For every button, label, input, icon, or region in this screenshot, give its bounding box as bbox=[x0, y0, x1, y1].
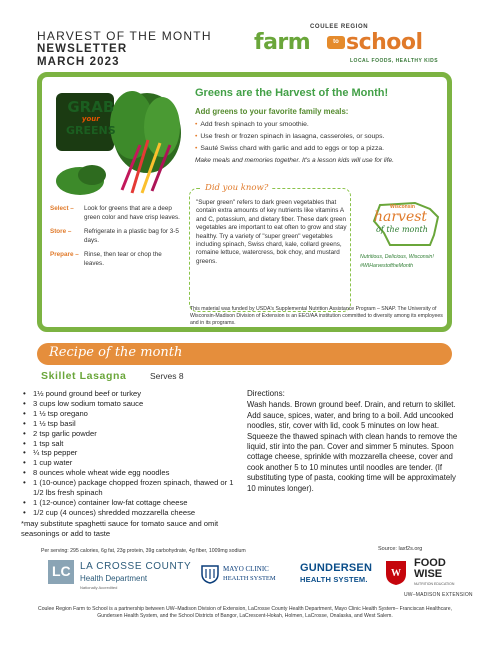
la-crosse-name: LA CROSSE COUNTY bbox=[80, 561, 192, 572]
grab-line3: GREENS bbox=[66, 124, 116, 137]
bullet-icon: • bbox=[23, 408, 26, 418]
mayo-name: MAYO CLINIC bbox=[223, 565, 269, 573]
mayo-system: HEALTH SYSTEM bbox=[223, 575, 276, 582]
harvest-logo-harvest: harvest bbox=[374, 209, 428, 225]
header-line1: HARVEST OF THE MONTH bbox=[37, 29, 212, 43]
uw-madison-extension: UW–MADISON EXTENSION bbox=[404, 592, 473, 598]
list-item: • Sauté Swiss chard with garlic and add to eggs or top a pizza. bbox=[195, 145, 385, 152]
per-serving: Per serving: 295 calories, 6g fat, 23g protein, 39g carbohydrate, 4g fiber, 1009mg sodium bbox=[41, 548, 246, 554]
logo-farm: farm bbox=[254, 30, 311, 55]
ingredients-list bbox=[21, 389, 246, 539]
recipe-serves: Serves 8 bbox=[150, 371, 184, 381]
did-you-know-title: Did you know? bbox=[202, 183, 271, 193]
farm-to-school-logo bbox=[254, 24, 446, 68]
lc-initials: LC bbox=[52, 563, 71, 579]
bullet-icon: • bbox=[23, 478, 26, 488]
ingredient-item: • 1/2 cup (4 ounces) shredded mozzarella cheese bbox=[23, 507, 196, 517]
logo-school: school bbox=[346, 30, 423, 55]
gundersen-name: GUNDERSEN bbox=[300, 562, 373, 574]
did-you-know-body: "Super green" refers to dark green vegetables that contain extra amounts of key nutrients like vitamins A and C, potassium, and dietary fiber. These dark green vegetables are important to eat often to grow and stay healthy. Try a variety of "super green" vegetables including spinach, Swiss chard, kale, collard greens, romaine lettuce, watercress, bok choy, and mustard greens. bbox=[196, 199, 347, 265]
recipe-source: Source: laxf2s.org bbox=[378, 546, 423, 552]
newsletter-header bbox=[37, 30, 237, 69]
bullet-icon: • bbox=[23, 418, 26, 428]
bullet-icon: • bbox=[195, 121, 198, 128]
ingredients-ul bbox=[21, 389, 246, 518]
logo-tagline: LOCAL FOODS, HEALTHY KIDS bbox=[350, 58, 439, 64]
la-crosse-accredited: Nationally Accredited bbox=[80, 585, 118, 590]
uw-crest-icon bbox=[385, 560, 407, 586]
feature-box bbox=[37, 72, 452, 332]
harvest-tagline1: Nutritious, Delicious, Wisconsin! bbox=[360, 254, 434, 260]
svg-text:W: W bbox=[391, 568, 401, 579]
bullet-icon: • bbox=[23, 448, 26, 458]
list-item: • Add fresh spinach to your smoothie. bbox=[195, 121, 309, 128]
bullet-icon: • bbox=[23, 398, 26, 408]
ingredient-item: • 1 cup water bbox=[23, 458, 73, 468]
grab-line1: GRAB bbox=[67, 98, 115, 116]
foodwise-sub: NUTRITION EDUCATION bbox=[414, 582, 455, 586]
ingredient-item: • 1½ pound ground beef or turkey bbox=[23, 389, 142, 398]
ingredient-item: • 1 ½ tsp oregano bbox=[23, 408, 88, 418]
ingredient-item: • 1 ½ tsp basil bbox=[23, 418, 76, 428]
greens-title: Greens are the Harvest of the Month! bbox=[195, 87, 389, 99]
prep-tips bbox=[50, 205, 180, 274]
bullet-icon: • bbox=[195, 133, 198, 140]
bullet-icon: • bbox=[23, 428, 26, 438]
prep-row-select: Select – Look for greens that are a deep green color and have crisp leaves. bbox=[50, 205, 180, 221]
gundersen-system: HEALTH SYSTEM. bbox=[300, 575, 368, 584]
did-you-know-box bbox=[189, 183, 351, 312]
ingredient-item: • 1 tsp salt bbox=[23, 438, 64, 448]
harvest-hashtag: #WIHarvestoftheMonth bbox=[360, 263, 414, 269]
greens-photo bbox=[52, 85, 190, 203]
funding-statement: This material was funded by USDA's Supplemental Nutrition Assistance Program – SNAP. The University of Wisconsin-Madison Division of Extension is an EEO/AA institution committed to diversity among its employees and in its programs. bbox=[190, 306, 443, 326]
directions bbox=[247, 389, 465, 494]
header-line3: MARCH 2023 bbox=[37, 56, 120, 68]
list-item: • Use fresh or frozen spinach in lasagna, casseroles, or soups. bbox=[195, 133, 385, 140]
greens-list bbox=[195, 121, 450, 152]
grab-greens-label bbox=[66, 98, 116, 137]
ingredients-note: *may substitute spaghetti sauce for tomato sauce and omit seasonings or add to taste bbox=[21, 518, 219, 538]
footer-partnership: Coulee Region Farm to School is a partnership between UW–Madison Division of Extension, LaCrosse County Health Department, Mayo Clinic Health System– Franciscan Healthcare, Gundersen Health System, and the School Districts of Bangor, LaCrescent-Hokah, Holmen, LaCrosse, Onalaska, and West Salem. bbox=[38, 606, 452, 619]
greens-subtitle: Add greens to your favorite family meals: bbox=[195, 107, 349, 116]
directions-heading: Directions: bbox=[247, 389, 285, 398]
grab-line2: your bbox=[81, 115, 100, 123]
recipe-banner-label: Recipe of the month bbox=[49, 345, 183, 360]
bullet-icon: • bbox=[23, 458, 26, 468]
logo-region: COULEE REGION bbox=[310, 24, 369, 30]
harvest-taglines bbox=[360, 253, 452, 271]
recipe-banner bbox=[37, 343, 452, 365]
logo-to: to bbox=[327, 36, 345, 49]
header-line2: NEWSLETTER bbox=[37, 43, 128, 55]
bullet-icon: • bbox=[23, 497, 26, 507]
bullet-icon: • bbox=[195, 145, 198, 152]
prep-row-store: Store – Refrigerate in a plastic bag for 3-5 days. bbox=[50, 228, 179, 244]
la-crosse-logo-icon bbox=[48, 560, 74, 584]
recipe-title: Skillet Lasagna bbox=[41, 370, 127, 382]
bullet-icon: • bbox=[23, 438, 26, 448]
ingredient-item: • 3 cups low sodium tomato sauce bbox=[23, 398, 144, 408]
greens-memo: Make meals and memories together. It's a lesson kids will use for life. bbox=[195, 157, 394, 164]
ingredient-item: • 1 (10-ounce) package chopped frozen spinach, thawed or 1 1/2 lbs fresh spinach bbox=[23, 478, 234, 498]
directions-body: Wash hands. Brown ground beef. Drain, and return to skillet. Add sauce, spices, water, and bring to a boil. Add uncooked noodles, stir, cover with lid, cook 5 minutes on low heat. Squeeze the thawed spinach with clean hands to remove the liquid, stir into the pan. Cover and simmer 5 minutes. Spoon cottage cheese, sprinkle with mozzarella cheese, cover and cook another 5 to 10 minutes until noodles are tender. (If substituting type of pasta, cooking time will be approximately 10 minutes longer). bbox=[247, 400, 458, 493]
ingredient-item: • 1 (12-ounce) container low-fat cottage cheese bbox=[23, 497, 188, 507]
harvest-logo-small: Wisconsin bbox=[390, 204, 415, 210]
la-crosse-dept: Health Department bbox=[80, 574, 148, 583]
prep-row-prepare: Prepare – Rinse, then tear or chop the leaves. bbox=[50, 251, 162, 267]
ingredient-item: • ¼ tsp pepper bbox=[23, 448, 78, 458]
bullet-icon: • bbox=[23, 389, 26, 398]
bullet-icon: • bbox=[23, 468, 26, 478]
bullet-icon: • bbox=[23, 507, 26, 517]
foodwise-logo: FOOD WISE bbox=[414, 557, 446, 580]
ingredient-item: • 2 tsp garlic powder bbox=[23, 428, 97, 438]
harvest-logo-month: of the month bbox=[376, 225, 428, 234]
ingredient-item: • 8 ounces whole wheat wide egg noodles bbox=[23, 468, 170, 478]
mayo-shield-icon bbox=[200, 564, 220, 584]
